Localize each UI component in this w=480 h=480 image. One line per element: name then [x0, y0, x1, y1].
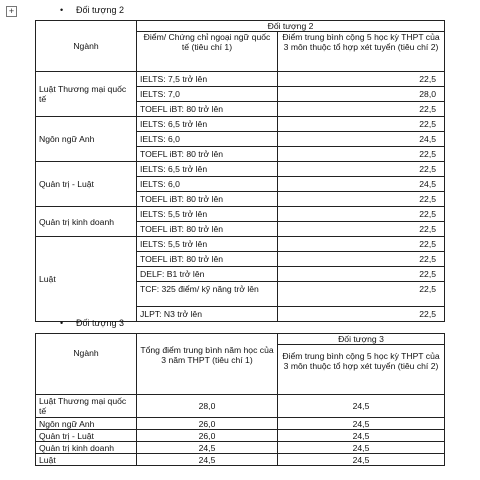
crit1-cell: DELF: B1 trở lên [137, 267, 278, 282]
crit2-cell: 22,5 [278, 117, 445, 132]
crit2-cell: 22,5 [278, 222, 445, 237]
crit2-cell: 24,5 [278, 418, 445, 430]
table-row [36, 418, 445, 430]
crit2-cell: 22,5 [278, 282, 445, 307]
crit2-cell: 22,5 [278, 267, 445, 282]
crit2-cell: 22,5 [278, 237, 445, 252]
col-header-crit1: Điểm/ Chứng chỉ ngoại ngữ quốc tế (tiêu chí 1) [137, 32, 278, 72]
crit2-cell: 24,5 [278, 430, 445, 442]
col-header-crit2: Điểm trung bình cộng 5 học kỳ THPT của 3 môn thuộc tổ hợp xét tuyển (tiêu chí 2) [278, 345, 445, 395]
table-row [36, 237, 445, 252]
table-doi-tuong-3 [35, 333, 445, 466]
crit1-cell: 24,5 [137, 442, 278, 454]
crit1-cell: IELTS: 7,0 [137, 87, 278, 102]
crit1-cell: TOEFL iBT: 80 trở lên [137, 252, 278, 267]
major-cell: Ngôn ngữ Anh [36, 418, 137, 430]
bullet-icon: • [60, 5, 64, 15]
crit1-cell: 24,5 [137, 454, 278, 466]
table-move-handle-icon[interactable]: + [6, 6, 17, 17]
col-header-crit2: Điểm trung bình cộng 5 học kỳ THPT của 3 môn thuộc tổ hợp xét tuyển (tiêu chí 2) [278, 32, 445, 72]
crit2-cell: 22,5 [278, 72, 445, 87]
table-row [36, 162, 445, 177]
crit1-cell: TOEFL iBT: 80 trở lên [137, 147, 278, 162]
crit1-cell: IELTS: 6,0 [137, 132, 278, 147]
crit1-cell: IELTS: 6,5 trở lên [137, 117, 278, 132]
section3-heading [60, 318, 124, 328]
col-header-crit1: Tổng điểm trung bình năm học của 3 năm THPT (tiêu chí 1) [137, 334, 278, 395]
crit2-cell: 22,5 [278, 192, 445, 207]
crit1-cell: IELTS: 5,5 trở lên [137, 207, 278, 222]
bullet-icon: • [60, 318, 64, 328]
crit1-cell: TOEFL iBT: 80 trở lên [137, 192, 278, 207]
crit1-cell: 26,0 [137, 430, 278, 442]
table-row [36, 207, 445, 222]
crit2-cell: 24,5 [278, 395, 445, 418]
group-header: Đối tượng 2 [137, 21, 445, 32]
table-doi-tuong-2 [35, 20, 445, 322]
crit2-cell: 22,5 [278, 147, 445, 162]
crit1-cell: TCF: 325 điểm/ kỹ năng trở lên [137, 282, 278, 307]
table-row [36, 117, 445, 132]
major-cell: Quản trị kinh doanh [36, 207, 137, 237]
section2-heading [60, 5, 124, 15]
col-header-major: Ngành [36, 21, 137, 72]
crit1-cell: TOEFL iBT: 80 trở lên [137, 222, 278, 237]
major-cell: Luật [36, 454, 137, 466]
crit1-cell: 26,0 [137, 418, 278, 430]
crit1-cell: TOEFL iBT: 80 trở lên [137, 102, 278, 117]
table-row [36, 395, 445, 418]
major-cell: Quản trị kinh doanh [36, 442, 137, 454]
crit2-cell: 22,5 [278, 102, 445, 117]
section2-heading-text: Đối tượng 2 [76, 5, 124, 15]
major-cell: Luật Thương mại quốc tế [36, 72, 137, 117]
crit1-cell: IELTS: 7,5 trở lên [137, 72, 278, 87]
table-row [36, 442, 445, 454]
table-row [36, 72, 445, 87]
crit1-cell: JLPT: N3 trở lên [137, 307, 278, 322]
major-cell: Quản trị - Luật [36, 430, 137, 442]
major-cell: Luật Thương mại quốc tế [36, 395, 137, 418]
major-cell: Quản trị - Luật [36, 162, 137, 207]
crit2-cell: 22,5 [278, 162, 445, 177]
crit2-cell: 24,5 [278, 177, 445, 192]
table-row [36, 430, 445, 442]
crit2-cell: 24,5 [278, 454, 445, 466]
crit2-cell: 22,5 [278, 252, 445, 267]
crit2-cell: 24,5 [278, 132, 445, 147]
group-header: Đối tượng 3 [278, 334, 445, 345]
crit2-cell: 22,5 [278, 207, 445, 222]
crit2-cell: 24,5 [278, 442, 445, 454]
crit1-cell: IELTS: 5,5 trở lên [137, 237, 278, 252]
crit1-cell: IELTS: 6,5 trở lên [137, 162, 278, 177]
crit1-cell: IELTS: 6,0 [137, 177, 278, 192]
major-cell: Luật [36, 237, 137, 322]
crit2-cell: 22,5 [278, 307, 445, 322]
crit2-cell: 28,0 [278, 87, 445, 102]
table-row [36, 454, 445, 466]
section3-heading-text: Đối tượng 3 [76, 318, 124, 328]
crit1-cell: 28,0 [137, 395, 278, 418]
major-cell: Ngôn ngữ Anh [36, 117, 137, 162]
col-header-major: Ngành [36, 334, 137, 395]
